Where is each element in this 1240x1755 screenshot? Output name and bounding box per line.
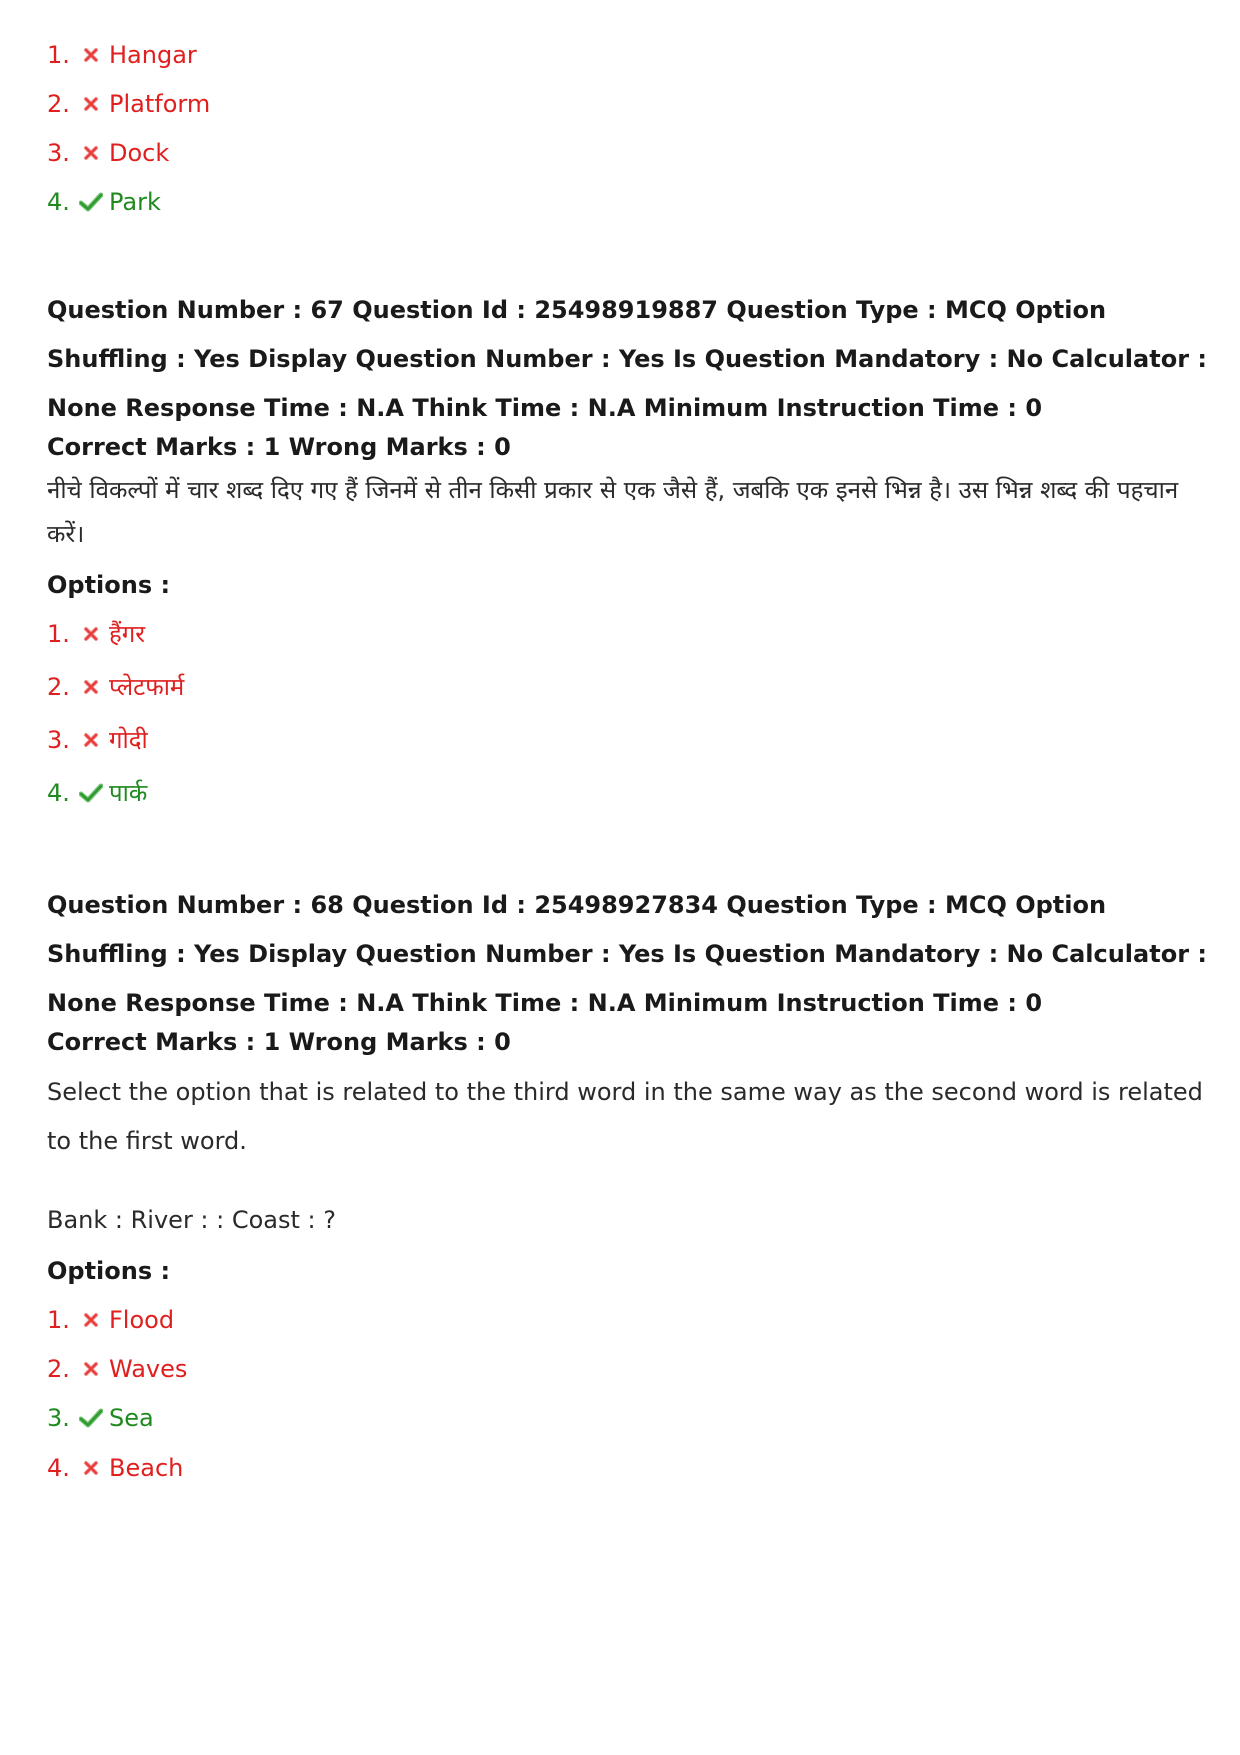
option-text: Dock bbox=[109, 139, 170, 167]
option-text: हैंगर bbox=[109, 620, 146, 648]
q68-option-2 bbox=[47, 1352, 187, 1386]
option-number: 3. bbox=[47, 726, 70, 754]
option-number: 3. bbox=[47, 139, 70, 167]
option-number: 4. bbox=[47, 779, 70, 807]
cross-mark-icon bbox=[75, 145, 107, 161]
option-text: Flood bbox=[109, 1306, 175, 1334]
q67-option-1 bbox=[47, 617, 145, 651]
option-text: Sea bbox=[109, 1404, 154, 1432]
prev-option-2 bbox=[47, 87, 210, 121]
option-number: 4. bbox=[47, 188, 70, 216]
q68-option-1 bbox=[47, 1303, 174, 1337]
option-number: 2. bbox=[47, 673, 70, 701]
q67-option-2 bbox=[47, 670, 184, 704]
q67-option-3 bbox=[47, 723, 148, 757]
cross-mark-icon bbox=[75, 679, 107, 695]
option-number: 1. bbox=[47, 620, 70, 648]
option-number: 1. bbox=[47, 1306, 70, 1334]
q68-question-text: Select the option that is related to the third word in the same way as the second word is related to the first word. bbox=[47, 1078, 1203, 1155]
q68-analogy: Bank : River : : Coast : ? bbox=[47, 1206, 337, 1234]
q67-metadata: Question Number : 67 Question Id : 25498919887 Question Type : MCQ Option Shuffling : Yes Display Question Number : Yes Is Question Mandatory : No Calculator : None Response Time : N.A Think Time : N.A Minimum Instruction Time : 0 bbox=[47, 296, 1207, 422]
option-text: Beach bbox=[109, 1454, 184, 1482]
q67-option-4 bbox=[47, 776, 147, 810]
q68-options-label: Options : bbox=[47, 1257, 171, 1285]
cross-mark-icon bbox=[75, 1312, 107, 1328]
cross-mark-icon bbox=[75, 626, 107, 642]
q67-marks: Correct Marks : 1 Wrong Marks : 0 bbox=[47, 433, 511, 461]
prev-option-1 bbox=[47, 38, 197, 72]
prev-option-3 bbox=[47, 136, 169, 170]
cross-mark-icon bbox=[75, 1361, 107, 1377]
option-text: गोदी bbox=[109, 726, 148, 754]
option-number: 3. bbox=[47, 1404, 70, 1432]
option-text: Park bbox=[109, 188, 161, 216]
check-mark-icon bbox=[75, 1408, 107, 1428]
check-mark-icon bbox=[75, 192, 107, 212]
cross-mark-icon bbox=[75, 47, 107, 63]
option-text: प्लेटफार्म bbox=[109, 673, 185, 701]
q68-metadata: Question Number : 68 Question Id : 25498927834 Question Type : MCQ Option Shuffling : Yes Display Question Number : Yes Is Question Mandatory : No Calculator : None Response Time : N.A Think Time : N.A Minimum Instruction Time : 0 bbox=[47, 891, 1207, 1017]
cross-mark-icon bbox=[75, 1460, 107, 1476]
option-number: 1. bbox=[47, 41, 70, 69]
check-mark-icon bbox=[75, 783, 107, 803]
q68-option-3 bbox=[47, 1401, 154, 1435]
option-number: 2. bbox=[47, 1355, 70, 1383]
q68-option-4 bbox=[47, 1451, 183, 1485]
q67-options-label: Options : bbox=[47, 571, 171, 599]
option-number: 2. bbox=[47, 90, 70, 118]
q68-marks: Correct Marks : 1 Wrong Marks : 0 bbox=[47, 1028, 511, 1056]
prev-option-4 bbox=[47, 185, 161, 219]
q67-question-text: नीचे विकल्पों में चार शब्द दिए गए हैं जिनमें से तीन किसी प्रकार से एक जैसे हैं, जबकि एक इनसे भिन्न है। उस भिन्न शब्द की पहचान करें। bbox=[47, 476, 1179, 548]
option-text: Platform bbox=[109, 90, 211, 118]
option-text: Hangar bbox=[109, 41, 197, 69]
cross-mark-icon bbox=[75, 96, 107, 112]
option-text: पार्क bbox=[109, 779, 148, 807]
option-text: Waves bbox=[109, 1355, 188, 1383]
cross-mark-icon bbox=[75, 732, 107, 748]
option-number: 4. bbox=[47, 1454, 70, 1482]
